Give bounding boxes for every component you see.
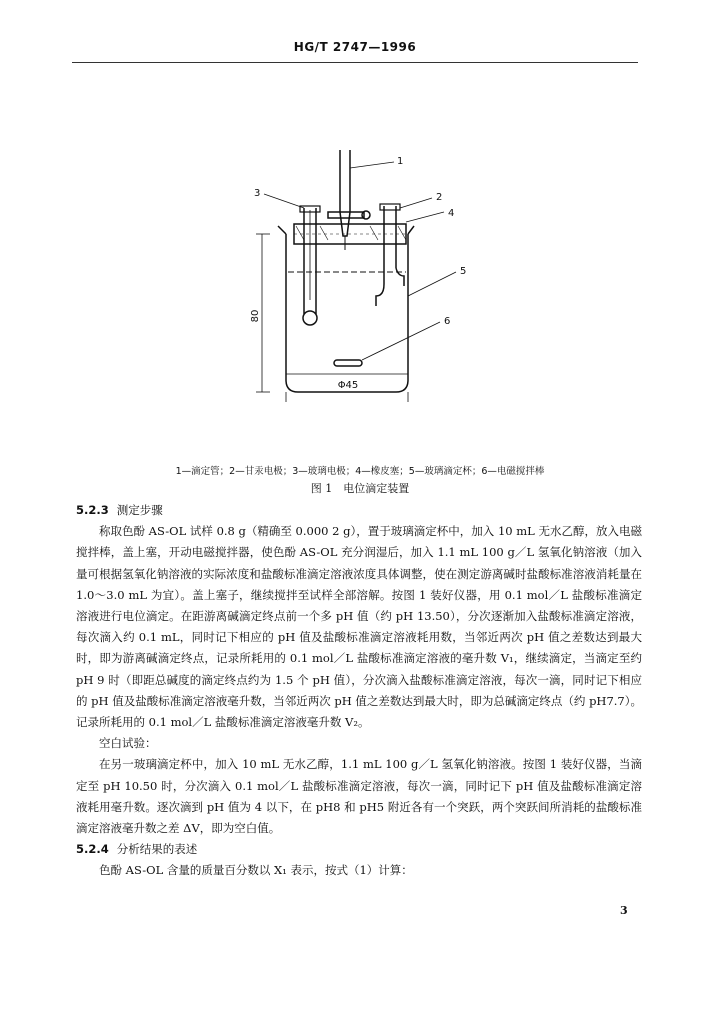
procedure-paragraph: 称取色酚 AS-OL 试样 0.8 g（精确至 0.000 2 g），置于玻璃滴定杯中，加入 10 mL 无水乙醇，放入电磁搅拌棒，盖上塞，开动电磁搅拌器，使色酚 AS-OL 充分润湿后，加入 1.1 mL 100 g／L 氢氧化钠溶液（加入量可根据氢氧化钠溶液的实际浓度和盐酸标准滴定溶液浓度具体调整，使在测定游离碱时盐酸标准溶液消耗量在 1.0～3.0 mL 为宜）。盖上塞子，继续搅拌至试样全部溶解。按图 1 装好仪器，用 0.1 mol／L 盐酸标准滴定溶液进行电位滴定。在距游离碱滴定终点前一个多 pH 值（约 pH 13.50），分次逐渐加入盐酸标准滴定溶液，每次滴入约 0.1 mL，同时记下相应的 pH 值及盐酸标准滴定溶液耗用数，当邻近两次 pH 值之差数达到最大时，即为游离碱滴定终点，记录所耗用的 0.1 mol／L 盐酸标准滴定溶液的毫升数 V₁，继续滴定，当滴定至约 pH 9 时（即距总碱度的滴定终点约为 1.5 个 pH 值），分次滴入盐酸标准滴定溶液，每次一滴，同时记下相应的 pH 值及盐酸标准滴定溶液毫升数，当邻近两次 pH 值之差数达到最大时，即为总碱滴定终点（约 pH7.7）。记录所耗用的 0.1 mol／L 盐酸标准滴定溶液毫升数 V₂。	[76, 524, 642, 730]
callout-3: 3	[254, 188, 261, 199]
blank-test-title: 空白试验：	[99, 736, 157, 751]
figure-legend: 1—滴定管；2—甘汞电极；3—玻璃电极；4—橡皮塞；5—玻璃滴定杯；6—电磁搅拌棒	[175, 466, 545, 477]
figure-title: 图 1 电位滴定装置	[310, 482, 410, 495]
callout-2: 2	[436, 192, 443, 203]
document-body	[76, 500, 642, 882]
dimension-height-label: 80	[250, 309, 261, 323]
dimension-diameter-label: Φ45	[337, 380, 359, 391]
callout-4: 4	[448, 208, 455, 219]
titration-apparatus-diagram	[0, 0, 724, 460]
section-heading-5-2-4: 5.2.4 分析结果的表述	[76, 842, 198, 857]
blank-test-paragraph: 在另一玻璃滴定杯中，加入 10 mL 无水乙醇，1.1 mL 100 g／L 氢氧化钠溶液。按图 1 装好仪器，当滴定至 pH 10.50 时，分次滴入 0.1 mol／L 盐酸标准滴定溶液，每次一滴，同时记下 pH 值及盐酸标准滴定溶液耗用毫升数。逐次滴到 pH 值为 4 以下，在 pH8 和 pH5 附近各有一个突跃，两个突跃间所消耗的盐酸标准滴定溶液毫升数之差 ΔV，即为空白值。	[76, 757, 642, 836]
callout-5: 5	[460, 266, 467, 277]
beaker-lip	[278, 226, 286, 234]
beaker-lip-right	[408, 226, 414, 234]
page-number: 3	[620, 904, 628, 917]
standard-code-header: HG/T 2747—1996	[293, 40, 417, 54]
burette	[340, 150, 350, 212]
results-paragraph: 色酚 AS-OL 含量的质量百分数以 X₁ 表示，按式（1）计算：	[99, 863, 413, 878]
burette-stopcock	[328, 212, 364, 218]
section-heading-5-2-3: 5.2.3 测定步骤	[76, 503, 163, 517]
stir-bar	[334, 360, 362, 366]
callout-1: 1	[397, 156, 404, 167]
callout-6: 6	[444, 316, 451, 327]
